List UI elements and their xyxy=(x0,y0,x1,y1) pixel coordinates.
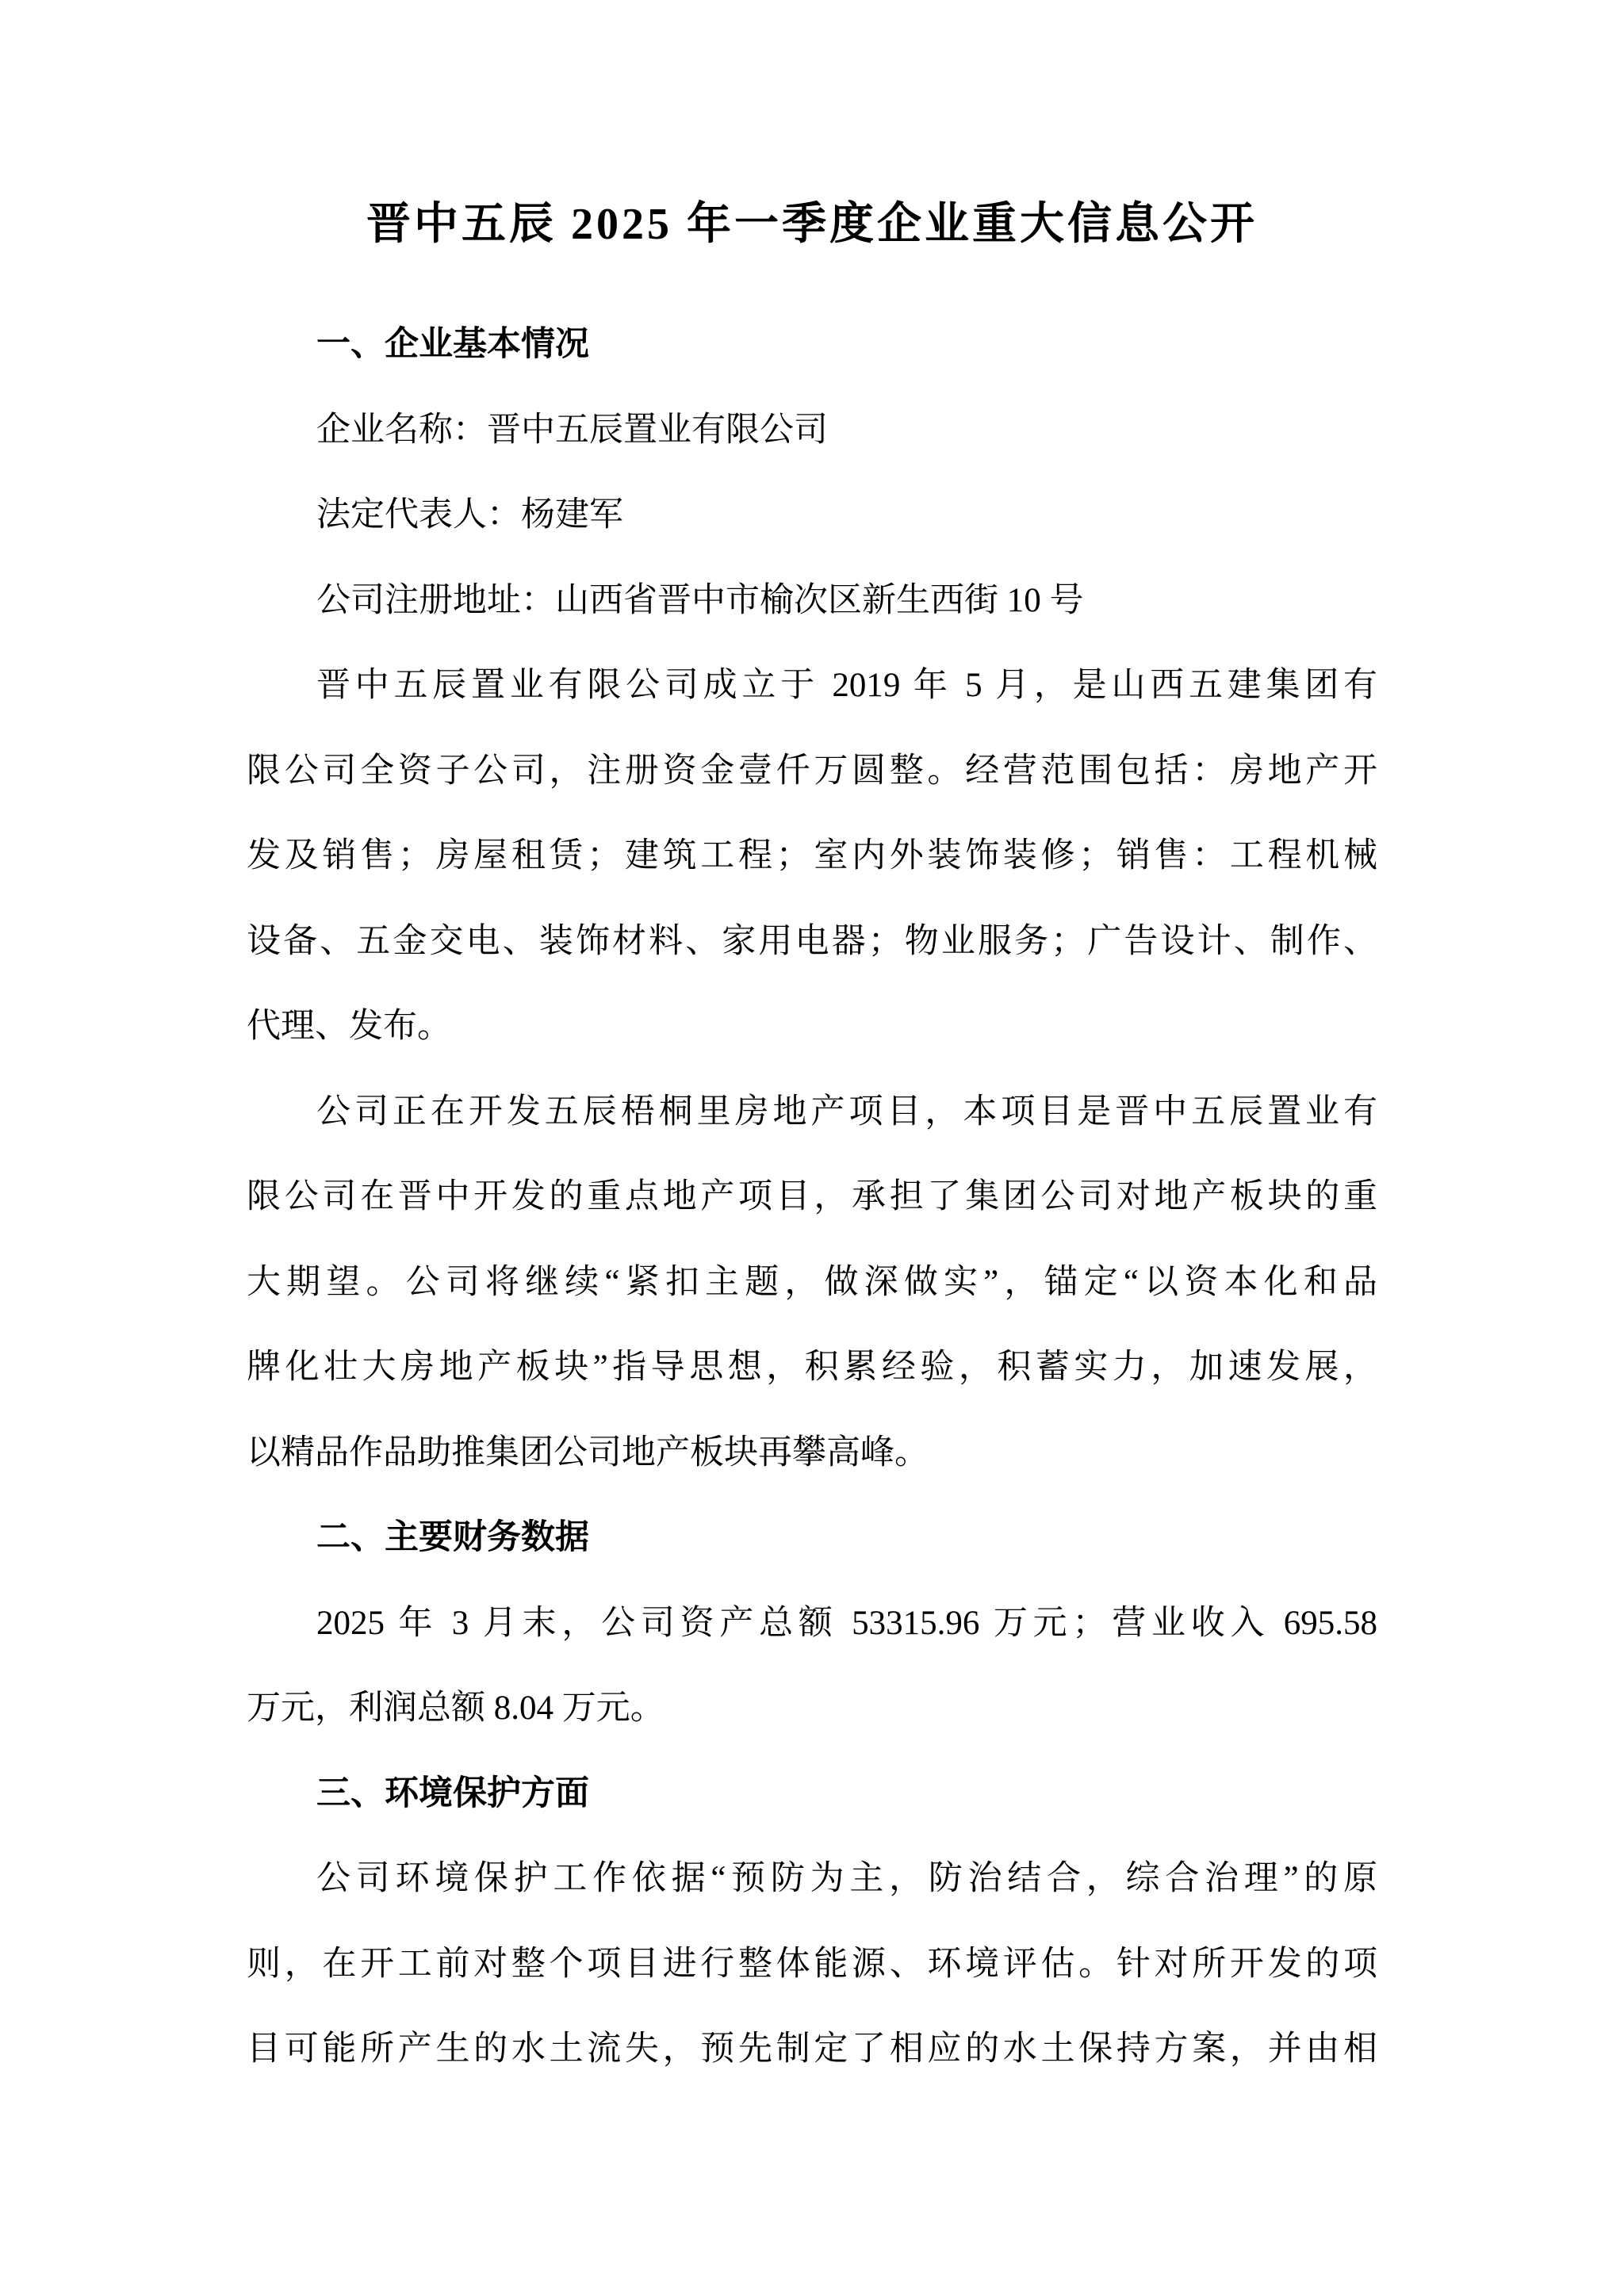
section-heading-financial-data: 二、主要财务数据 xyxy=(316,1519,589,1556)
body-line: 晋中五辰置业有限公司成立于 2019 年 5 月，是山西五建集团有 xyxy=(316,667,1377,704)
section-heading-environment: 三、环境保护方面 xyxy=(316,1774,589,1812)
body-line: 公司环境保护工作依据“预防为主，防治结合，综合治理”的原 xyxy=(316,1860,1377,1897)
body-line: 公司正在开发五辰梧桐里房地产项目，本项目是晋中五辰置业有 xyxy=(316,1093,1377,1131)
body-line-address: 公司注册地址：山西省晋中市榆次区新生西街 10 号 xyxy=(316,581,1084,619)
body-line: 则，在开工前对整个项目进行整体能源、环境评估。针对所开发的项 xyxy=(247,1945,1377,1983)
document-title: 晋中五辰 2025 年一季度企业重大信息公开 xyxy=(366,200,1258,249)
body-line: 大期望。公司将继续“紧扣主题，做深做实”，锚定“以资本化和品 xyxy=(247,1263,1377,1301)
body-line-financials: 2025 年 3 月末，公司资产总额 53315.96 万元；营业收入 695.58 xyxy=(316,1604,1377,1642)
document-body xyxy=(247,302,1377,2092)
body-line-company-name: 企业名称：晋中五辰置业有限公司 xyxy=(316,411,828,449)
section-heading-basic-info: 一、企业基本情况 xyxy=(316,326,589,363)
body-line: 发及销售；房屋租赁；建筑工程；室内外装饰装修；销售：工程机械 xyxy=(247,837,1377,874)
body-line: 目可能所产生的水土流失，预先制定了相应的水土保持方案，并由相 xyxy=(247,2030,1377,2068)
body-line-legal-rep: 法定代表人：杨建军 xyxy=(316,496,623,534)
body-line: 限公司全资子公司，注册资金壹仟万圆整。经营范围包括：房地产开 xyxy=(247,752,1377,790)
body-line: 限公司在晋中开发的重点地产项目，承担了集团公司对地产板块的重 xyxy=(247,1178,1377,1215)
body-line: 代理、发布。 xyxy=(247,1008,451,1045)
body-line: 以精品作品助推集团公司地产板块再攀高峰。 xyxy=(247,1433,929,1471)
body-line: 设备、五金交电、装饰材料、家用电器；物业服务；广告设计、制作、 xyxy=(247,922,1377,960)
body-line: 牌化壮大房地产板块”指导思想，积累经验，积蓄实力，加速发展， xyxy=(247,1349,1377,1386)
body-line-financials: 万元，利润总额 8.04 万元。 xyxy=(247,1689,665,1727)
